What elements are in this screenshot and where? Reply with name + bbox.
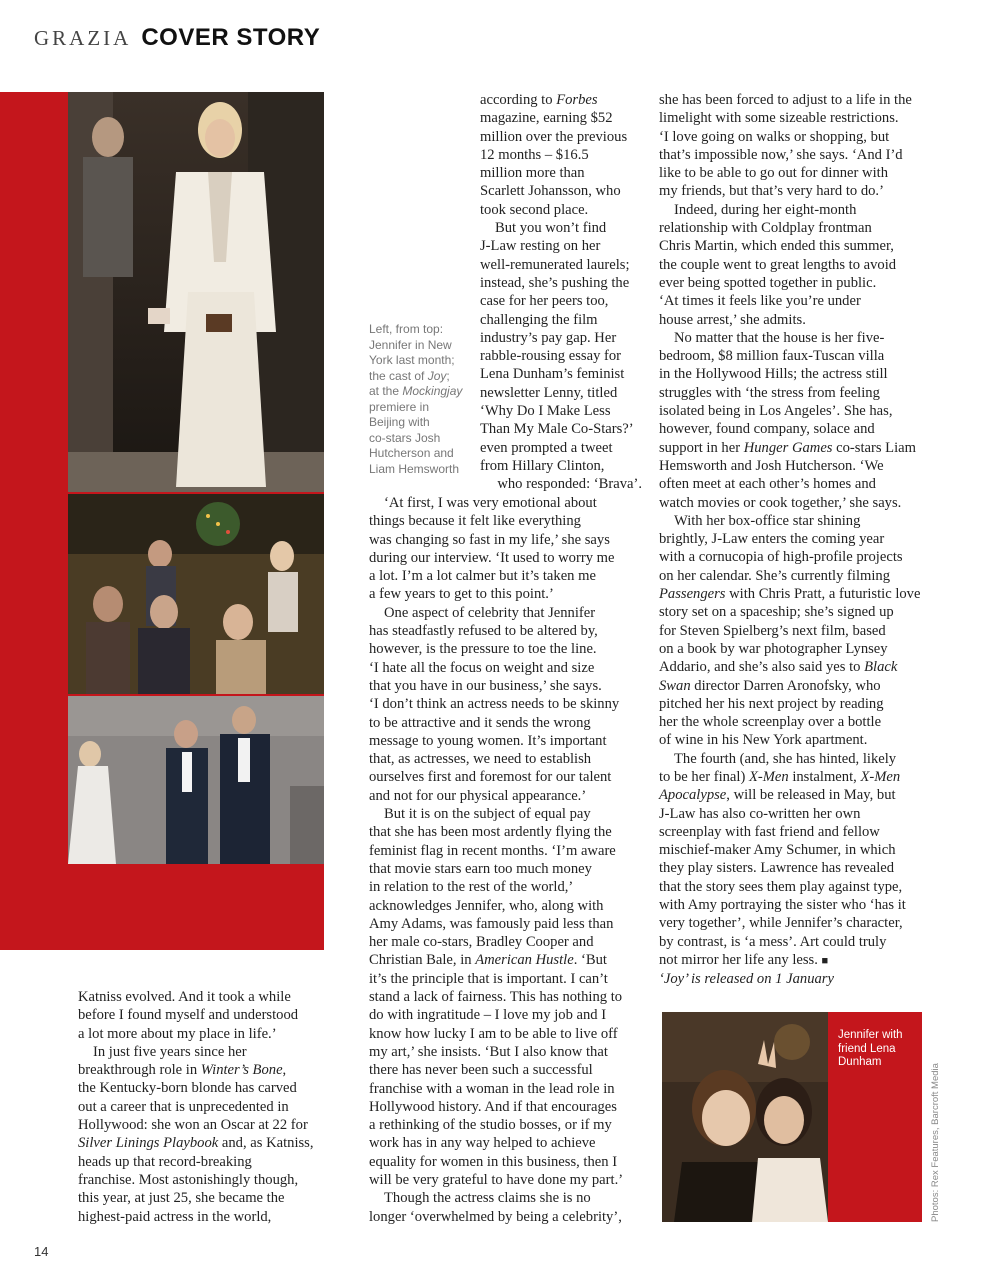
article-column-2-top (480, 91, 642, 494)
page-number: 14 (34, 1244, 49, 1259)
caption-line: Hutcherson and (369, 446, 454, 460)
caption-line: premiere in (369, 399, 430, 414)
paragraph: ‘At first, I was very emotional about things because it felt like everything was changing so fast in my life,’ she says during our interview. ‘It used to worry me a lot. I’m a lot calmer but it’s taken me a few years to get to this point.’ (369, 495, 615, 603)
photo-cast-of-joy-icon (68, 494, 324, 694)
article-column-2-bottom (369, 494, 645, 1226)
photo-jennifer-new-york (68, 92, 324, 492)
paragraph: The fourth (and, she has hinted, likely to be her final) X-Men instalment, X-Men Apocalypse, will be released in May, but J-Law has also co-written her own screenplay with fast friend and fellow mischief-maker Amy Schumer, in which they play sisters. Lawrence has revealed that the story sees them play against type, with Amy portraying the sister who ‘has it very together’, while Jennifer’s character, by contrast, is ‘a mess’. Art could truly not mirror her life any less. ■ (659, 750, 906, 968)
photo-cast-of-joy (68, 494, 324, 694)
paragraph: One aspect of celebrity that Jennifer has steadfastly refused to be altered by, however, is the pressure to toe the line. ‘I hate all the focus on weight and size that you have in our business,’ she says. ‘I don’t think an actress needs to be skinny to be attractive and it sends the wrong message to young women. It’s important that, as actresses, we need to establish ourselves first and foremost for our talent and not for our physical appearance.’ (369, 604, 620, 804)
end-mark: ■ (821, 954, 829, 967)
paragraph: In just five years since her breakthrough role in Winter’s Bone, the Kentucky-born blonde has carved out a career that is unprecedented in Hollywood: she won an Oscar at 22 for Silver Linings Playbook and, as Katniss, heads up that record-breaking franchise. Most astonishingly though, this year, at just 25, she became the highest-paid actress in the world, (78, 1043, 314, 1225)
photo-mockingjay-premiere-icon (68, 696, 324, 864)
photo-jennifer-lena-dunham-icon (662, 1012, 828, 1222)
photo-jennifer-new-york-icon (68, 92, 324, 492)
photo-mockingjay-premiere (68, 696, 324, 864)
inset-caption: Jennifer with friend Lena Dunham (838, 1029, 903, 1068)
caption-line: Left, from top: (369, 322, 444, 336)
caption-line: Liam Hemsworth (369, 461, 460, 476)
section-title: COVER STORY (141, 24, 321, 51)
caption-line: at the Mockingjay (369, 384, 463, 398)
paragraph: Katniss evolved. And it took a while before I found myself and understood a lot more about my place in life.’ (78, 989, 299, 1042)
paragraph: according to Forbes magazine, earning $52 million over the previous 12 months – $16.5 million more than Scarlett Johansson, who took second place. (480, 92, 628, 218)
paragraph: No matter that the house is her five- bedroom, $8 million faux-Tuscan villa in the Hollywood Hills; the actress still struggles with ‘the stress from feeling isolated being in Los Angeles’. She has, however, found company, solace and support in her Hunger Games co-stars Liam Hemsworth and Josh Hutcherson. ‘We often meet at each other’s homes and watch movies or cook together,’ she says. (659, 329, 916, 511)
caption-line: co-stars Josh (369, 430, 441, 445)
photo-jennifer-lena-dunham (662, 1012, 828, 1222)
article-column-1 (78, 988, 348, 1226)
article-column-3 (659, 91, 939, 989)
paragraph: she has been forced to adjust to a life in the limelight with some sizeable restrictions. ‘I love going on walks or shopping, but that’s impossible now,’ she says. ‘And I’d like to be able to go out for dinner with my friends, but that’s very hard to do.’ (659, 92, 912, 200)
release-note: ‘Joy’ is released on 1 January (659, 971, 834, 988)
caption-line: Jennifer in New (369, 337, 452, 352)
paragraph: With her box-office star shining brightly, J-Law enters the coming year with a cornucopia of high-profile projects on her calendar. She’s currently filming Passengers with Chris Pratt, a futuristic love story set on a spaceship; she’s signed up for Steven Spielberg’s next film, based on a book by war photographer Lynsey Addario, and she’s also said yes to Black Swan director Darren Aronofsky, who pitched her his next project by reading her the whole screenplay over a bottle of wine in his New York apartment. (659, 512, 921, 749)
paragraph: Indeed, during her eight-month relationship with Coldplay frontman Chris Martin, which ended this summer, the couple went to great lengths to avoid ever being spotted together in public. ‘At times it feels like you’re under house arrest,’ she admits. (659, 201, 897, 328)
photo-caption-left (369, 322, 469, 477)
caption-line: Beijing with (369, 415, 430, 429)
page-header (34, 24, 320, 54)
paragraph: But you won’t find J-Law resting on her well-remunerated laurels; instead, she’s pushing the case for her peers too, challenging the film industry’s pay gap. Her rabble-rousing essay for Lena Dunham’s feminist newsletter Lenny, titled ‘Why Do I Make Less Than My Male Co-Stars?’ even prompted a tweet from Hillary Clinton, who responded: ‘Brava’. (480, 220, 642, 493)
grazia-logo: GRAZIA (34, 26, 132, 50)
paragraph: But it is on the subject of equal pay that she has been most ardently flying the feminist flag in recent months. ‘I’m aware that movie stars earn too much money in relation to the rest of the world,’ acknowledges Jennifer, who, along with Amy Adams, was famously paid less than her male co-stars, Bradley Cooper and Christian Bale, in American Hustle. ‘But it’s the principle that is important. I can’t stand a lack of fairness. This has nothing to do with ingratitude – I love my job and I know how lucky I am to be able to live off my art,’ she insists. ‘But I also know that there has never been such a successful franchise with a woman in the lead role in Hollywood history. And if that encourages a rethinking of the studio bosses, or if my work has in any way helped to achieve equality for women in this business, then I will be very grateful to have done my part.’ (369, 806, 624, 1188)
photo-credit: Photos: Rex Features, Barcroft Media (930, 1063, 941, 1222)
paragraph: Though the actress claims she is no longer ‘overwhelmed by being a celebrity’, (369, 1190, 622, 1225)
caption-line: the cast of Joy; (369, 368, 450, 383)
caption-line: York last month; (369, 353, 455, 367)
